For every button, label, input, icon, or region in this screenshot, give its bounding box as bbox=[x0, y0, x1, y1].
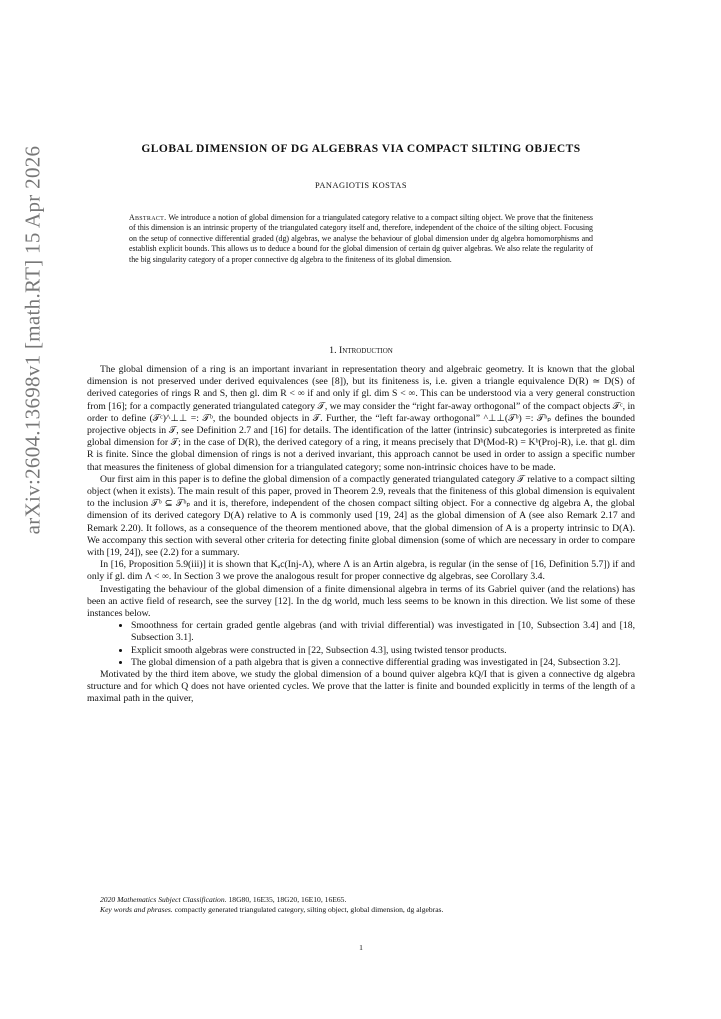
paper-title: GLOBAL DIMENSION OF DG ALGEBRAS VIA COMPACT SILTING OBJECTS bbox=[141, 143, 581, 155]
paragraph: Our first aim in this paper is to define the global dimension of a compactly generated triangulated category 𝒯 relative to a compact silting object (when it exists). The main result of this paper, proved in Theorem 2.9, reveals that the finiteness of this global dimension is equivalent to the inclusion 𝒯ᵇ ⊆ 𝒯ᵇₚ and it is, therefore, independent of the chosen compact silting object. For a connective dg algebra A, the global dimension of its derived category D(A) relative to A is commonly used [19, 24] as the global dimension of A (see also Remark 2.17 and Remark 2.20). It follows, as a consequence of the theorem mentioned above, that the global dimension of A is a property intrinsic to D(A). We accompany this section with several other criteria for detecting finite global dimension (some of which are necessary in order to compare with [19, 24]), see (2.2) for a summary. bbox=[87, 473, 635, 559]
msc-codes: 18G80, 16E35, 18G20, 16E10, 16E65. bbox=[228, 895, 347, 904]
keywords-text: compactly generated triangulated category, silting object, global dimension, dg algebras. bbox=[174, 905, 444, 914]
page-number: 1 bbox=[359, 943, 363, 952]
section-heading bbox=[87, 345, 635, 356]
list-item: • Smoothness for certain graded gentle algebras (and with trivial differential) was investigated in [10, Subsection 3.4] and [18, Subsection 3.1]. bbox=[131, 620, 635, 644]
paragraph: Motivated by the third item above, we study the global dimension of a bound quiver algebra kQ/I that is given a connective dg algebra structure and for which Q does not have oriented cycles. We prove that the latter is finite and bounded explicitly in terms of the length of a maximal path in the quiver, bbox=[87, 669, 635, 705]
abstract bbox=[129, 213, 593, 265]
section-number: 1. bbox=[329, 345, 337, 356]
abstract-label: Abstract. bbox=[129, 213, 167, 222]
msc-footnote bbox=[87, 895, 635, 905]
paragraph: In [16, Proposition 5.9(iii)] it is shown that Kₐc(Inj-Λ), where Λ is an Artin algebra, is regular (in the sense of [16, Definition 5.7]) if and only if gl. dim Λ < ∞. In Section 3 we prove the analogous result for proper connective dg algebras, see Corollary 3.4. bbox=[87, 559, 635, 583]
bullet-list bbox=[87, 620, 635, 669]
section-body bbox=[87, 364, 635, 706]
msc-label: 2020 Mathematics Subject Classification. bbox=[100, 895, 227, 904]
arxiv-sidebar bbox=[0, 0, 60, 1019]
keywords-footnote bbox=[87, 905, 635, 915]
arxiv-identifier: arXiv:2604.13698v1 [math.RT] 15 Apr 2026 bbox=[20, 145, 45, 535]
abstract-text: We introduce a notion of global dimension for a triangulated category relative to a compact silting object. We prove that the finiteness of this dimension is an intrinsic property of the triangulated category itself and, therefore, independent of the choice of the silting object. Focusing on the setup of connective differential graded (dg) algebras, we analyse the behaviour of global dimension under dg algebra homomorphisms and establish explicit bounds. This allows us to deduce a bound for the global dimension of certain dg quiver algebras. We also relate the regularity of the big singularity category of a proper connective dg algebra to the finiteness of its global dimension. bbox=[129, 213, 593, 264]
keywords-label: Key words and phrases. bbox=[100, 905, 173, 914]
paragraph: Investigating the behaviour of the global dimension of a finite dimensional algebra in terms of its Gabriel quiver (and the relations) has been an active field of research, see the survey [12]. In the dg world, much less seems to be known in this direction. We list some of these instances below. bbox=[87, 583, 635, 620]
list-item: • Explicit smooth algebras were constructed in [22, Subsection 4.3], using twisted tensor products. bbox=[131, 645, 635, 657]
footnotes bbox=[87, 895, 635, 915]
paragraph: The global dimension of a ring is an important invariant in representation theory and algebraic geometry. It is known that the global dimension is not preserved under derived equivalences (see [8]), but its finiteness is, i.e. given a triangle equivalence D(R) ≃ D(S) of derived categories of rings R and S, then gl. dim R < ∞ if and only if gl. dim S < ∞. This can be understood via a very general construction from [16]; for a compactly generated triangulated category 𝒯, we may consider the “right far-away orthogonal” of the compact objects 𝒯ᶜ, in order to define (𝒯ᶜ)^⊥⊥ =: 𝒯ᵇ, the bounded objects in 𝒯. Further, the “left far-away orthogonal” ^⊥⊥(𝒯ᵇ) =: 𝒯ᵇₚ defines the bounded projective objects in 𝒯, see Definition 2.7 and [16] for details. The identification of the latter (intrinsic) subcategories is interpreted as finite global dimension for 𝒯; in the case of D(R), the derived category of a ring, it means precisely that Dᵇ(Mod-R) = Kᵇ(Proj-R), i.e. that gl. dim R is finite. Since the global dimension of rings is not a derived invariant, this approach cannot be used in order to assign a specific number that measures the finiteness of global dimension for a triangulated category; some non-intrinsic choices have to be made. bbox=[87, 364, 635, 473]
list-item: • The global dimension of a path algebra that is given a connective differential grading was investigated in [24, Subsection 3.2]. bbox=[131, 657, 635, 669]
section-title: Introduction bbox=[338, 345, 393, 356]
paper-author: PANAGIOTIS KOSTAS bbox=[315, 181, 407, 190]
